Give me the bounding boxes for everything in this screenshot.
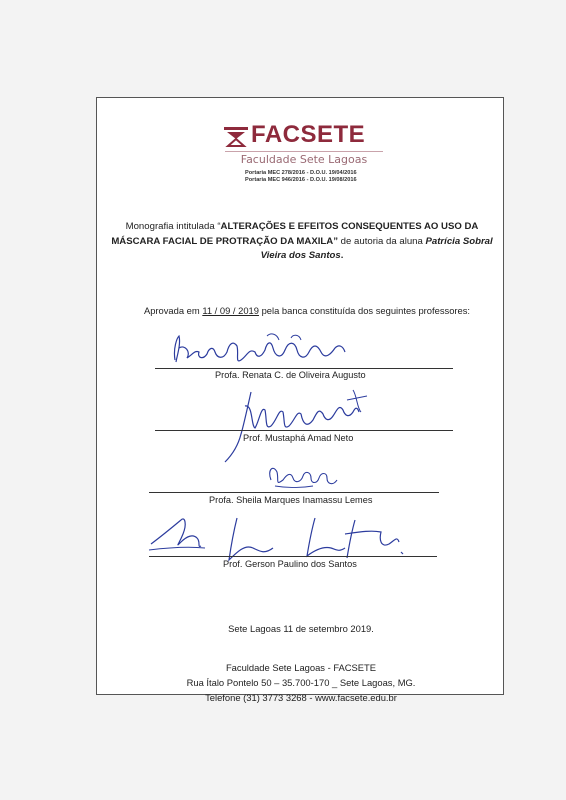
signature-line-2 xyxy=(155,430,453,431)
document-page xyxy=(96,97,504,703)
approval-statement xyxy=(127,305,487,316)
logo-portaria-2: Portaria MEC 946/2016 - D.O.U. 19/08/2016 xyxy=(245,177,357,183)
logo-portaria-1: Portaria MEC 278/2016 - D.O.U. 19/04/2016 xyxy=(245,170,357,176)
facsete-logo xyxy=(221,120,385,186)
examiner-name-4: Prof. Gerson Paulino dos Santos xyxy=(223,559,357,569)
signature-2 xyxy=(207,386,387,466)
institution-footer xyxy=(97,660,505,705)
monograph-title-close: ” xyxy=(333,235,339,247)
examiner-name-2: Prof. Mustaphá Amad Neto xyxy=(243,433,354,443)
logo-subtitle: Faculdade Sete Lagoas xyxy=(225,151,383,166)
examiner-name-1: Profa. Renata C. de Oliveira Augusto xyxy=(215,370,366,380)
footer-address: Rua Ítalo Pontelo 50 – 35.700-170 _ Sete Lagoas, MG. xyxy=(186,677,416,688)
intro-end: . xyxy=(340,250,344,261)
author-name: Patrícia Sobral Vieira dos Santos xyxy=(260,235,493,261)
signature-line-4 xyxy=(149,556,437,557)
facsete-emblem-icon xyxy=(223,126,249,148)
monograph-title: ALTERAÇÕES E EFEITOS CONSEQUENTES AO USO DA MÁSCARA FACIAL DE PROTRAÇÃO DA MAXILA xyxy=(111,221,479,247)
signature-1 xyxy=(167,330,367,370)
city-and-date: Sete Lagoas 11 de setembro 2019. xyxy=(228,623,374,634)
intro-middle: de autoria da aluna xyxy=(338,235,426,247)
intro-prefix: Monografia intitulada “ xyxy=(125,221,221,232)
approval-suffix: pela banca constituída dos seguintes professores: xyxy=(258,305,471,316)
signature-line-3 xyxy=(149,492,439,493)
approval-prefix: Aprovada em xyxy=(143,305,203,316)
signature-line-1 xyxy=(155,368,453,369)
footer-contact: Telefone (31) 3773 3268 - www.facsete.edu.br xyxy=(205,692,397,703)
logo-brand-text: FACSETE xyxy=(251,121,366,148)
approval-date: 11 / 09 / 2019 xyxy=(202,305,259,316)
signature-3 xyxy=(257,460,347,492)
examiner-name-3: Profa. Sheila Marques Inamassu Lemes xyxy=(209,495,373,505)
monograph-statement xyxy=(105,220,499,264)
footer-institution-name: Faculdade Sete Lagoas - FACSETE xyxy=(225,662,377,673)
